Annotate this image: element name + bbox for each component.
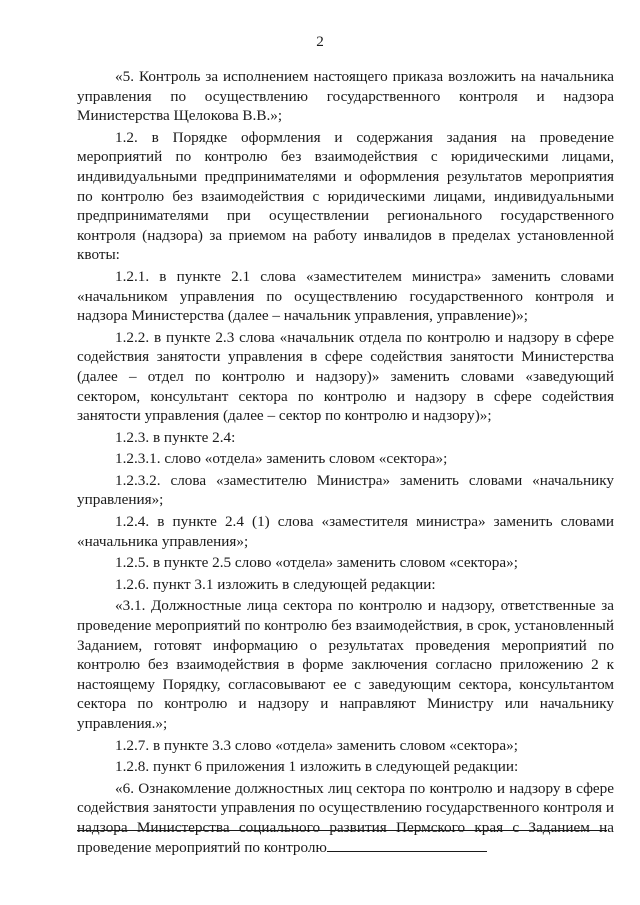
paragraph-1-2-3-2: 1.2.3.2. слова «заместителю Министра» заменить словами «начальнику управления»; <box>77 471 614 509</box>
paragraph-1-2-6: 1.2.6. пункт 3.1 изложить в следующей редакции: <box>115 575 436 593</box>
paragraph-quoted-6 <box>77 779 614 857</box>
paragraph-1-2-5: 1.2.5. в пункте 2.5 слово «отдела» заменить словом «сектора»; <box>115 554 518 572</box>
paragraph-1-2-1: 1.2.1. в пункте 2.1 слова «заместителем министра» заменить словами «начальником управления по осуществлению государственного контроля и надзора Министерства (далее – начальник управления, управление)»; <box>77 267 614 325</box>
paragraph-1-2-4: 1.2.4. в пункте 2.4 (1) слова «заместителя министра» заменить словами «начальника управления»; <box>77 513 614 550</box>
paragraph-1-2-7: 1.2.7. в пункте 3.3 слово «отдела» заменить словом «сектора»; <box>115 736 518 754</box>
page-number: 2 <box>316 33 324 50</box>
blank-form-line <box>77 830 607 831</box>
paragraph-control-clause: «5. Контроль за исполнением настоящего приказа возложить на начальника управления по осуществлению государственного контроля и надзора Министерства Щелокова В.В.»; <box>77 68 614 125</box>
paragraph-quoted-3-1: «3.1. Должностные лица сектора по контролю и надзору, ответственные за проведение мероприятий по контролю без взаимодействия, в срок, установленный Заданием, готовят информацию о результатах проведения мероприятий по контролю без взаимодействия в форме заключения согласно приложению 2 к настоящему Порядку, согласовывают ее с заведующим сектора, консультантом сектора по контролю и надзору и направляют Министру или начальнику управления.»; <box>77 597 614 732</box>
fill-in-blank-line <box>327 838 487 852</box>
paragraph-1-2-2: 1.2.2. в пункте 2.3 слова «начальник отдела по контролю и надзору в сфере содействия занятости управления в сфере содействия занятости Министерства (далее – отдел по контролю и надзору)» заменить словами «заведующий сектором, консультант сектора по контролю и надзору в сфере содействия занятости управления (далее – сектор по контролю и надзору)»; <box>77 328 614 425</box>
paragraph-quoted-6-text: «6. Ознакомление должностных лиц сектора по контролю и надзору в сфере содействия занятости управления по осуществлению государственного контроля и надзора Министерства социального развития Пермского края с Заданием на проведение мероприятий по контролю <box>77 779 614 856</box>
paragraph-1-2-3-1: 1.2.3.1. слово «отдела» заменить словом «сектора»; <box>115 450 448 468</box>
document-body <box>77 67 614 857</box>
paragraph-1-2-3: 1.2.3. в пункте 2.4: <box>115 428 236 446</box>
paragraph-1-2-8: 1.2.8. пункт 6 приложения 1 изложить в следующей редакции: <box>115 758 519 776</box>
paragraph-1-2: 1.2. в Порядке оформления и содержания задания на проведение мероприятий по контролю без взаимодействия с юридическими лицами, индивидуальными предпринимателями и оформления результатов мероприятия по контролю без взаимодействия с юридическими лицами, индивидуальными предпринимателями при осуществлении регионального государственного контроля (надзора) за приемом на работу инвалидов в пределах установленной квоты: <box>77 128 614 264</box>
